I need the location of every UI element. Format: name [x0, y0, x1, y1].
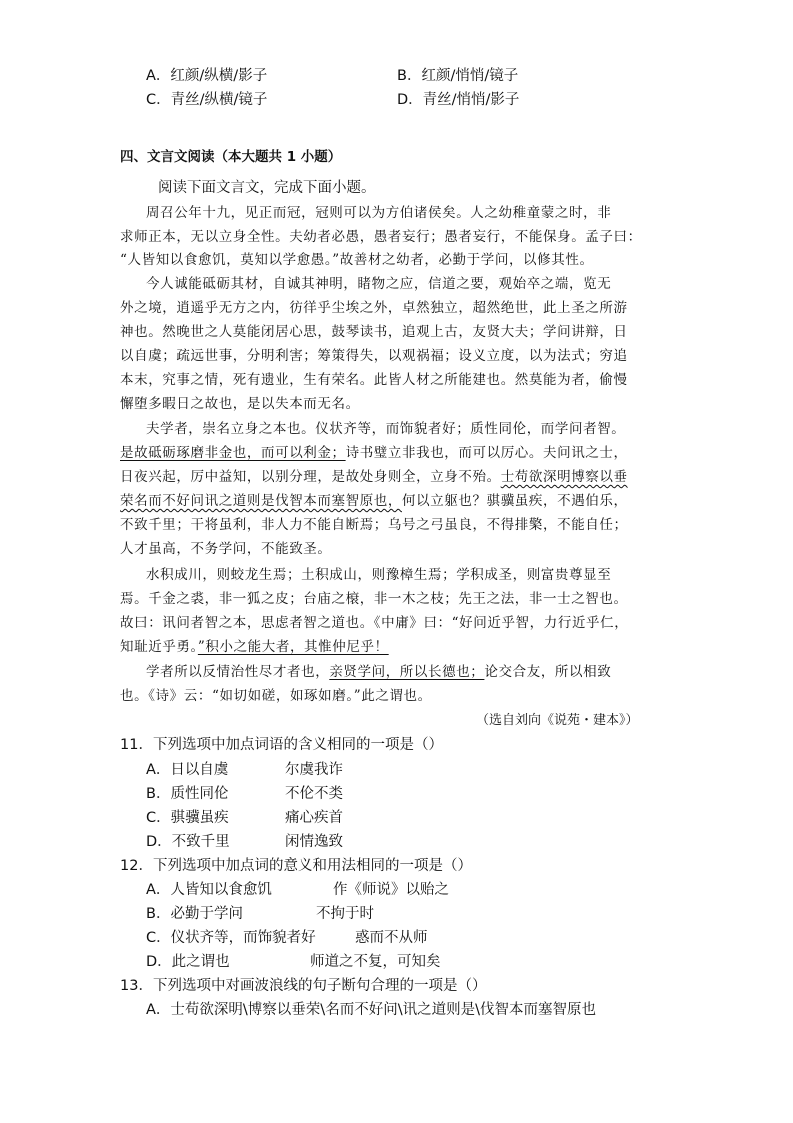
option-a: A．红颜/纵横/影子 [146, 68, 268, 84]
passage-line: 焉。千金之裘，非一狐之皮；台庙之榱，非一木之枝；先王之法，非一士之智也。 [120, 591, 628, 607]
passage-line: 以自虞；疏远世事，分明利害；筹策得失，以观祸福；设义立度，以为法式；穷追 [120, 348, 628, 364]
q11-option-d: D．不致千里 [146, 834, 230, 850]
option-d: D．青丝/悄悄/影子 [397, 92, 520, 108]
passage-text: 日夜兴起，厉中益知，以别分理，是故处身则全，立身不殆。 [120, 469, 501, 485]
question-11-stem: 11．下列选项中加点词语的含义相同的一项是（） [120, 737, 443, 753]
passage-line [120, 443, 628, 463]
passage-line: 人才虽高，不务学问，不能致圣。 [120, 541, 332, 557]
passage-line: 也。《诗》云：“如切如磋，如琢如磨。”此之谓也。 [120, 688, 432, 704]
passage-line: 求师正本，无以立身全性。夫幼者必愚，愚者妄行；愚者妄行，不能保身。孟子曰： [120, 229, 642, 245]
passage-line [146, 662, 611, 682]
q12-option-d-pair: 师道之不复，可知矣 [310, 954, 441, 970]
q11-option-c-pair: 痛心疾首 [285, 810, 343, 826]
question-12-stem: 12．下列选项中加点词的意义和用法相同的一项是（） [120, 858, 472, 874]
q12-option-b-pair: 不拘于时 [316, 906, 374, 922]
q12-option-c: C．仪状齐等，而饰貌者好 [146, 930, 316, 946]
option-b: B．红颜/悄悄/镜子 [397, 68, 519, 84]
passage-line [120, 491, 628, 511]
q12-option-a: A．人皆知以食愈饥 [146, 882, 272, 898]
passage-line: 周召公年十九，见正而冠，冠则可以为方伯诸侯矣。人之幼稚童蒙之时，非 [146, 205, 612, 221]
q12-option-a-pair: 作《师说》以贻之 [333, 882, 449, 898]
q12-option-d: D．此之谓也 [146, 954, 230, 970]
q11-option-c: C．骐骥虽疾 [146, 810, 229, 826]
q11-option-a: A．日以自虞 [146, 762, 229, 778]
passage-text: 诗书璧立非我也，而可以厉心。夫问讯之士， [345, 445, 628, 461]
q11-option-a-pair: 尔虞我诈 [285, 762, 343, 778]
passage-line [120, 637, 389, 657]
section-heading: 四、文言文阅读（本大题共 1 小题） [120, 149, 342, 165]
passage-text: 学者所以反情治性尽才者也， [146, 664, 330, 680]
passage-text: 论交合友，所以相致 [484, 664, 612, 680]
q12-option-b: B．必勤于学问 [146, 906, 243, 922]
option-c: C．青丝/纵横/镜子 [146, 92, 268, 108]
q11-option-d-pair: 闲情逸致 [285, 834, 343, 850]
passage-text: 何以立躯也？骐骥虽疾，不遇伯乐， [402, 493, 628, 509]
question-13-stem: 13．下列选项中对画波浪线的句子断句合理的一项是（） [120, 978, 487, 994]
q11-option-b-pair: 不伦不类 [285, 786, 343, 802]
passage-line: 外之境，逍遥乎无方之内，彷徉乎尘埃之外，卓然独立，超然绝世，此上圣之所游 [120, 300, 628, 316]
passage-line: 故曰：讯问者智之本，思虑者智之道也。《中庸》曰：“好问近乎智，力行近乎仁， [120, 615, 629, 631]
wavy-underlined-sentence: 士苟欲深明博察以垂 [500, 469, 628, 485]
passage-source: （选自刘向《说苑・建本》） [476, 713, 639, 728]
q12-option-c-pair: 惑而不从师 [355, 930, 428, 946]
q13-option-a: A．士苟欲深明\博察以垂荣\名而不好问\讯之道则是\伐智本而塞智原也 [146, 1002, 596, 1018]
passage-line: 夫学者，崇名立身之本也。仪状齐等，而饰貌者好；质性同伦，而学问者智。 [146, 421, 626, 437]
passage-text: 知耻近乎勇。 [120, 639, 198, 655]
passage-line: 不致千里；干将虽利，非人力不能自断焉；乌号之弓虽良，不得排檠，不能自任； [120, 517, 628, 533]
passage-line: 本末，究事之情，死有遗业，生有荣名。此皆人材之所能建也。然莫能为者，偷慢 [120, 372, 628, 388]
underlined-sentence: ”积小之能大者，其惟仲尼乎！ [197, 639, 389, 655]
underlined-sentence: 是故砥砺琢磨非金也，而可以利金； [120, 445, 346, 461]
passage-line: “人皆知以食愈饥，莫知以学愈愚。”故善材之幼者，必勤于学问，以修其性。 [120, 252, 594, 268]
underlined-sentence: 亲贤学问，所以长德也； [329, 664, 485, 680]
passage-line: 懈堕多暇日之故也，是以失本而无名。 [120, 396, 360, 412]
passage-line [120, 467, 628, 487]
wavy-underlined-sentence: 荣名而不好问讯之道则是伐智本而塞智原也， [120, 493, 402, 509]
section-instruction: 阅读下面文言文，完成下面小题。 [158, 180, 376, 196]
q11-option-b: B．质性同伦 [146, 786, 229, 802]
passage-line: 神也。然晚世之人莫能闭居心思，鼓琴读书，追观上古，友贤大夫；学问讲辩，日 [120, 324, 628, 340]
passage-line: 今人诚能砥砺其材，自诚其神明，睹物之应，信道之要，观始卒之端，览无 [146, 276, 612, 292]
passage-line: 水积成川，则蛟龙生焉；土积成山，则豫樟生焉；学积成圣，则富贵尊显至 [146, 567, 612, 583]
